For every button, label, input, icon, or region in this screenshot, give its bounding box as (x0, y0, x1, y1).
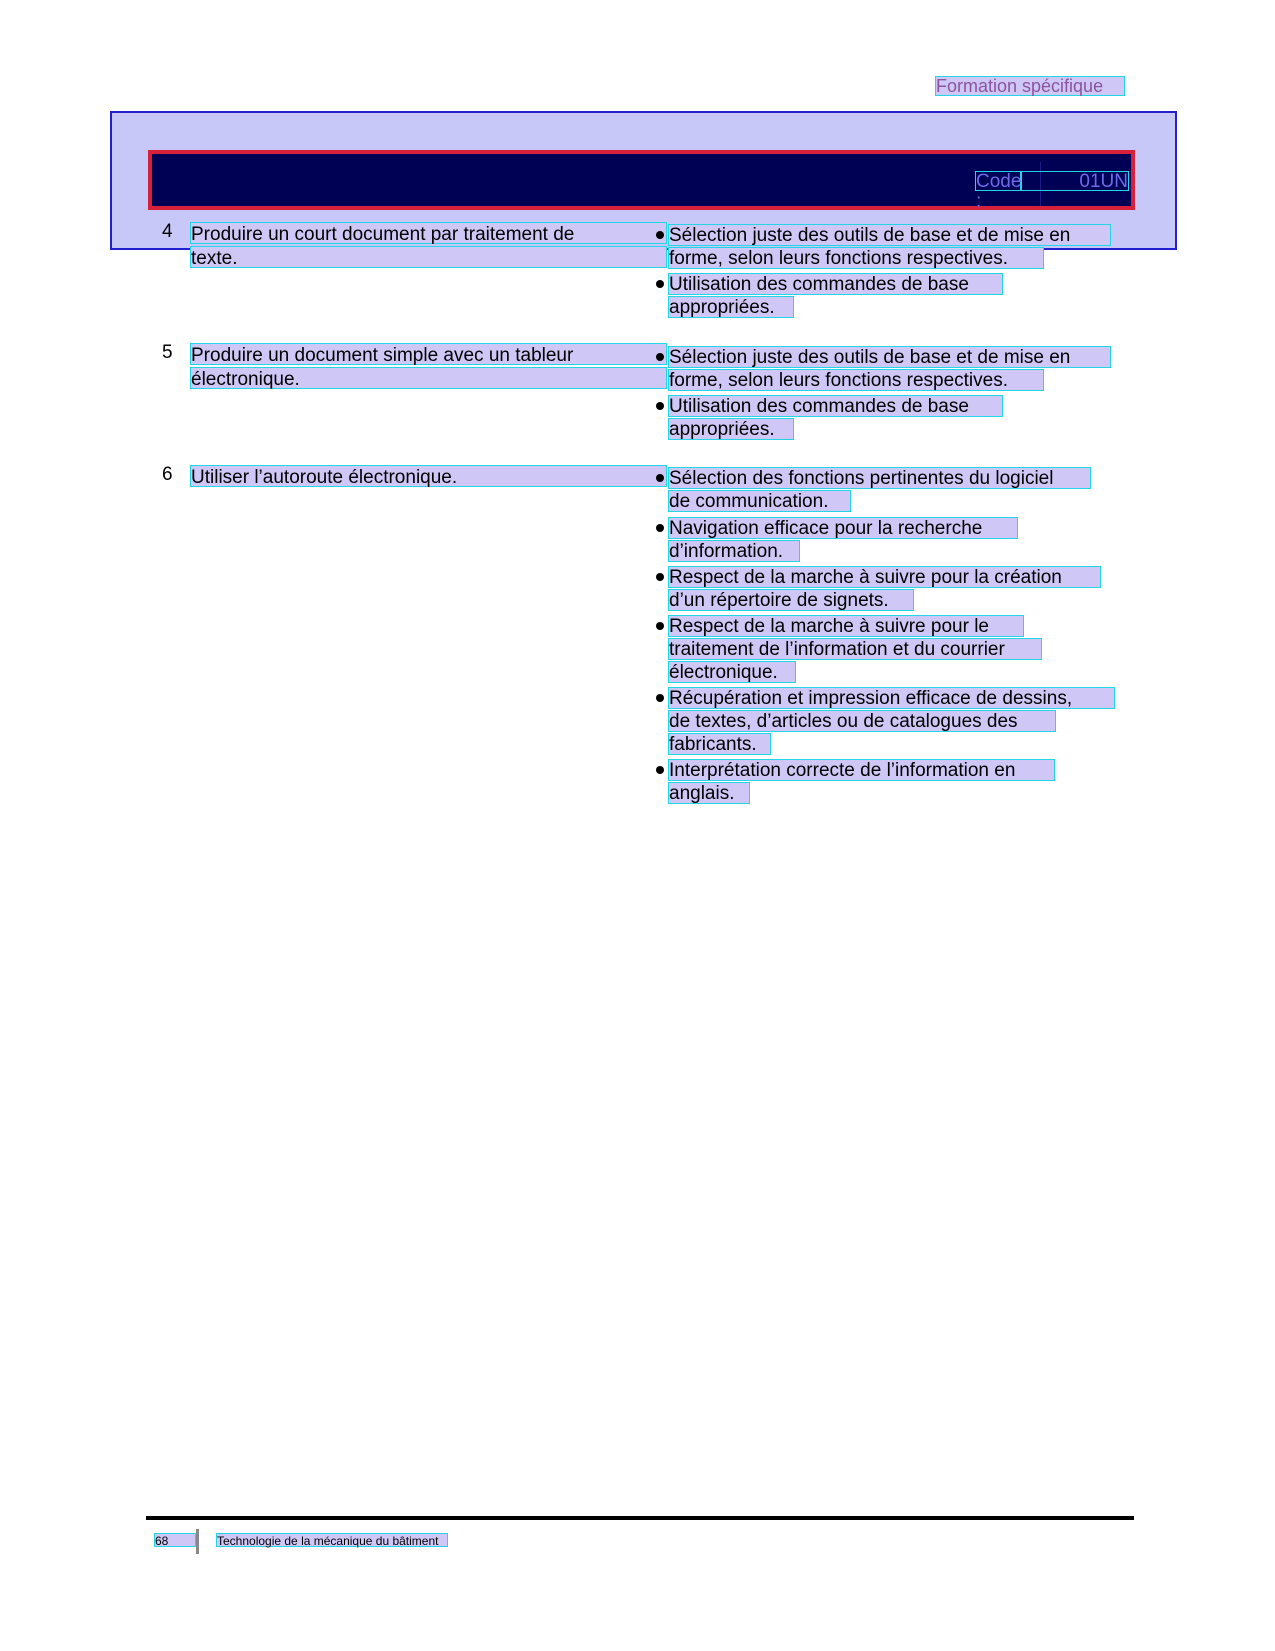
section-label: Formation spécifique (935, 76, 1125, 96)
criterion-line: de communication. (668, 490, 851, 512)
criterion-line: d’information. (668, 540, 800, 562)
criterion-line: forme, selon leurs fonctions respectives. (668, 369, 1044, 391)
footer-rule (146, 1516, 1134, 1520)
criterion-line: Sélection des fonctions pertinentes du logiciel (668, 467, 1091, 489)
bullet-icon (656, 524, 664, 532)
criterion-line: appropriées. (668, 418, 794, 440)
criterion-line: Utilisation des commandes de base (668, 395, 1003, 417)
criterion-line: anglais. (668, 782, 750, 804)
code-label: Code : (976, 171, 1022, 212)
page-number: 68 (154, 1533, 196, 1547)
criterion-line: fabricants. (668, 733, 771, 755)
objective-line: Produire un document simple avec un tableur (190, 343, 667, 365)
criterion-line: de textes, d’articles ou de catalogues des (668, 710, 1056, 732)
objective-line: texte. (190, 246, 667, 268)
objective-line: électronique. (190, 367, 667, 389)
bullet-icon (656, 231, 664, 239)
bullet-icon (656, 694, 664, 702)
criterion-line: électronique. (668, 661, 796, 683)
criterion-line: forme, selon leurs fonctions respectives. (668, 247, 1044, 269)
criterion-line: Sélection juste des outils de base et de mise en (668, 346, 1111, 368)
bullet-icon (656, 766, 664, 774)
bullet-icon (656, 353, 664, 361)
objective-number: 5 (162, 342, 173, 363)
criterion-line: appropriées. (668, 296, 794, 318)
objective-line: Produire un court document par traitement de (190, 222, 667, 244)
code-value: 01UN (1021, 171, 1129, 191)
bullet-icon (656, 573, 664, 581)
bullet-icon (656, 402, 664, 410)
objective-number: 4 (162, 221, 173, 242)
bullet-icon (656, 622, 664, 630)
criterion-line: Navigation efficace pour la recherche (668, 517, 1018, 539)
criterion-line: Récupération et impression efficace de dessins, (668, 687, 1115, 709)
footer-divider (196, 1529, 199, 1554)
bullet-icon (656, 474, 664, 482)
criterion-line: Respect de la marche à suivre pour le (668, 615, 1024, 637)
bullet-icon (656, 280, 664, 288)
criterion-line: traitement de l’information et du courrier (668, 638, 1042, 660)
objective-line: Utiliser l’autoroute électronique. (190, 465, 667, 487)
objective-number: 6 (162, 464, 173, 485)
criterion-line: Utilisation des commandes de base (668, 273, 1003, 295)
criterion-line: Respect de la marche à suivre pour la création (668, 566, 1101, 588)
footer-title: Technologie de la mécanique du bâtiment (216, 1533, 448, 1547)
criterion-line: Interprétation correcte de l’information en (668, 759, 1055, 781)
criterion-line: d’un répertoire de signets. (668, 589, 914, 611)
criterion-line: Sélection juste des outils de base et de mise en (668, 224, 1111, 246)
